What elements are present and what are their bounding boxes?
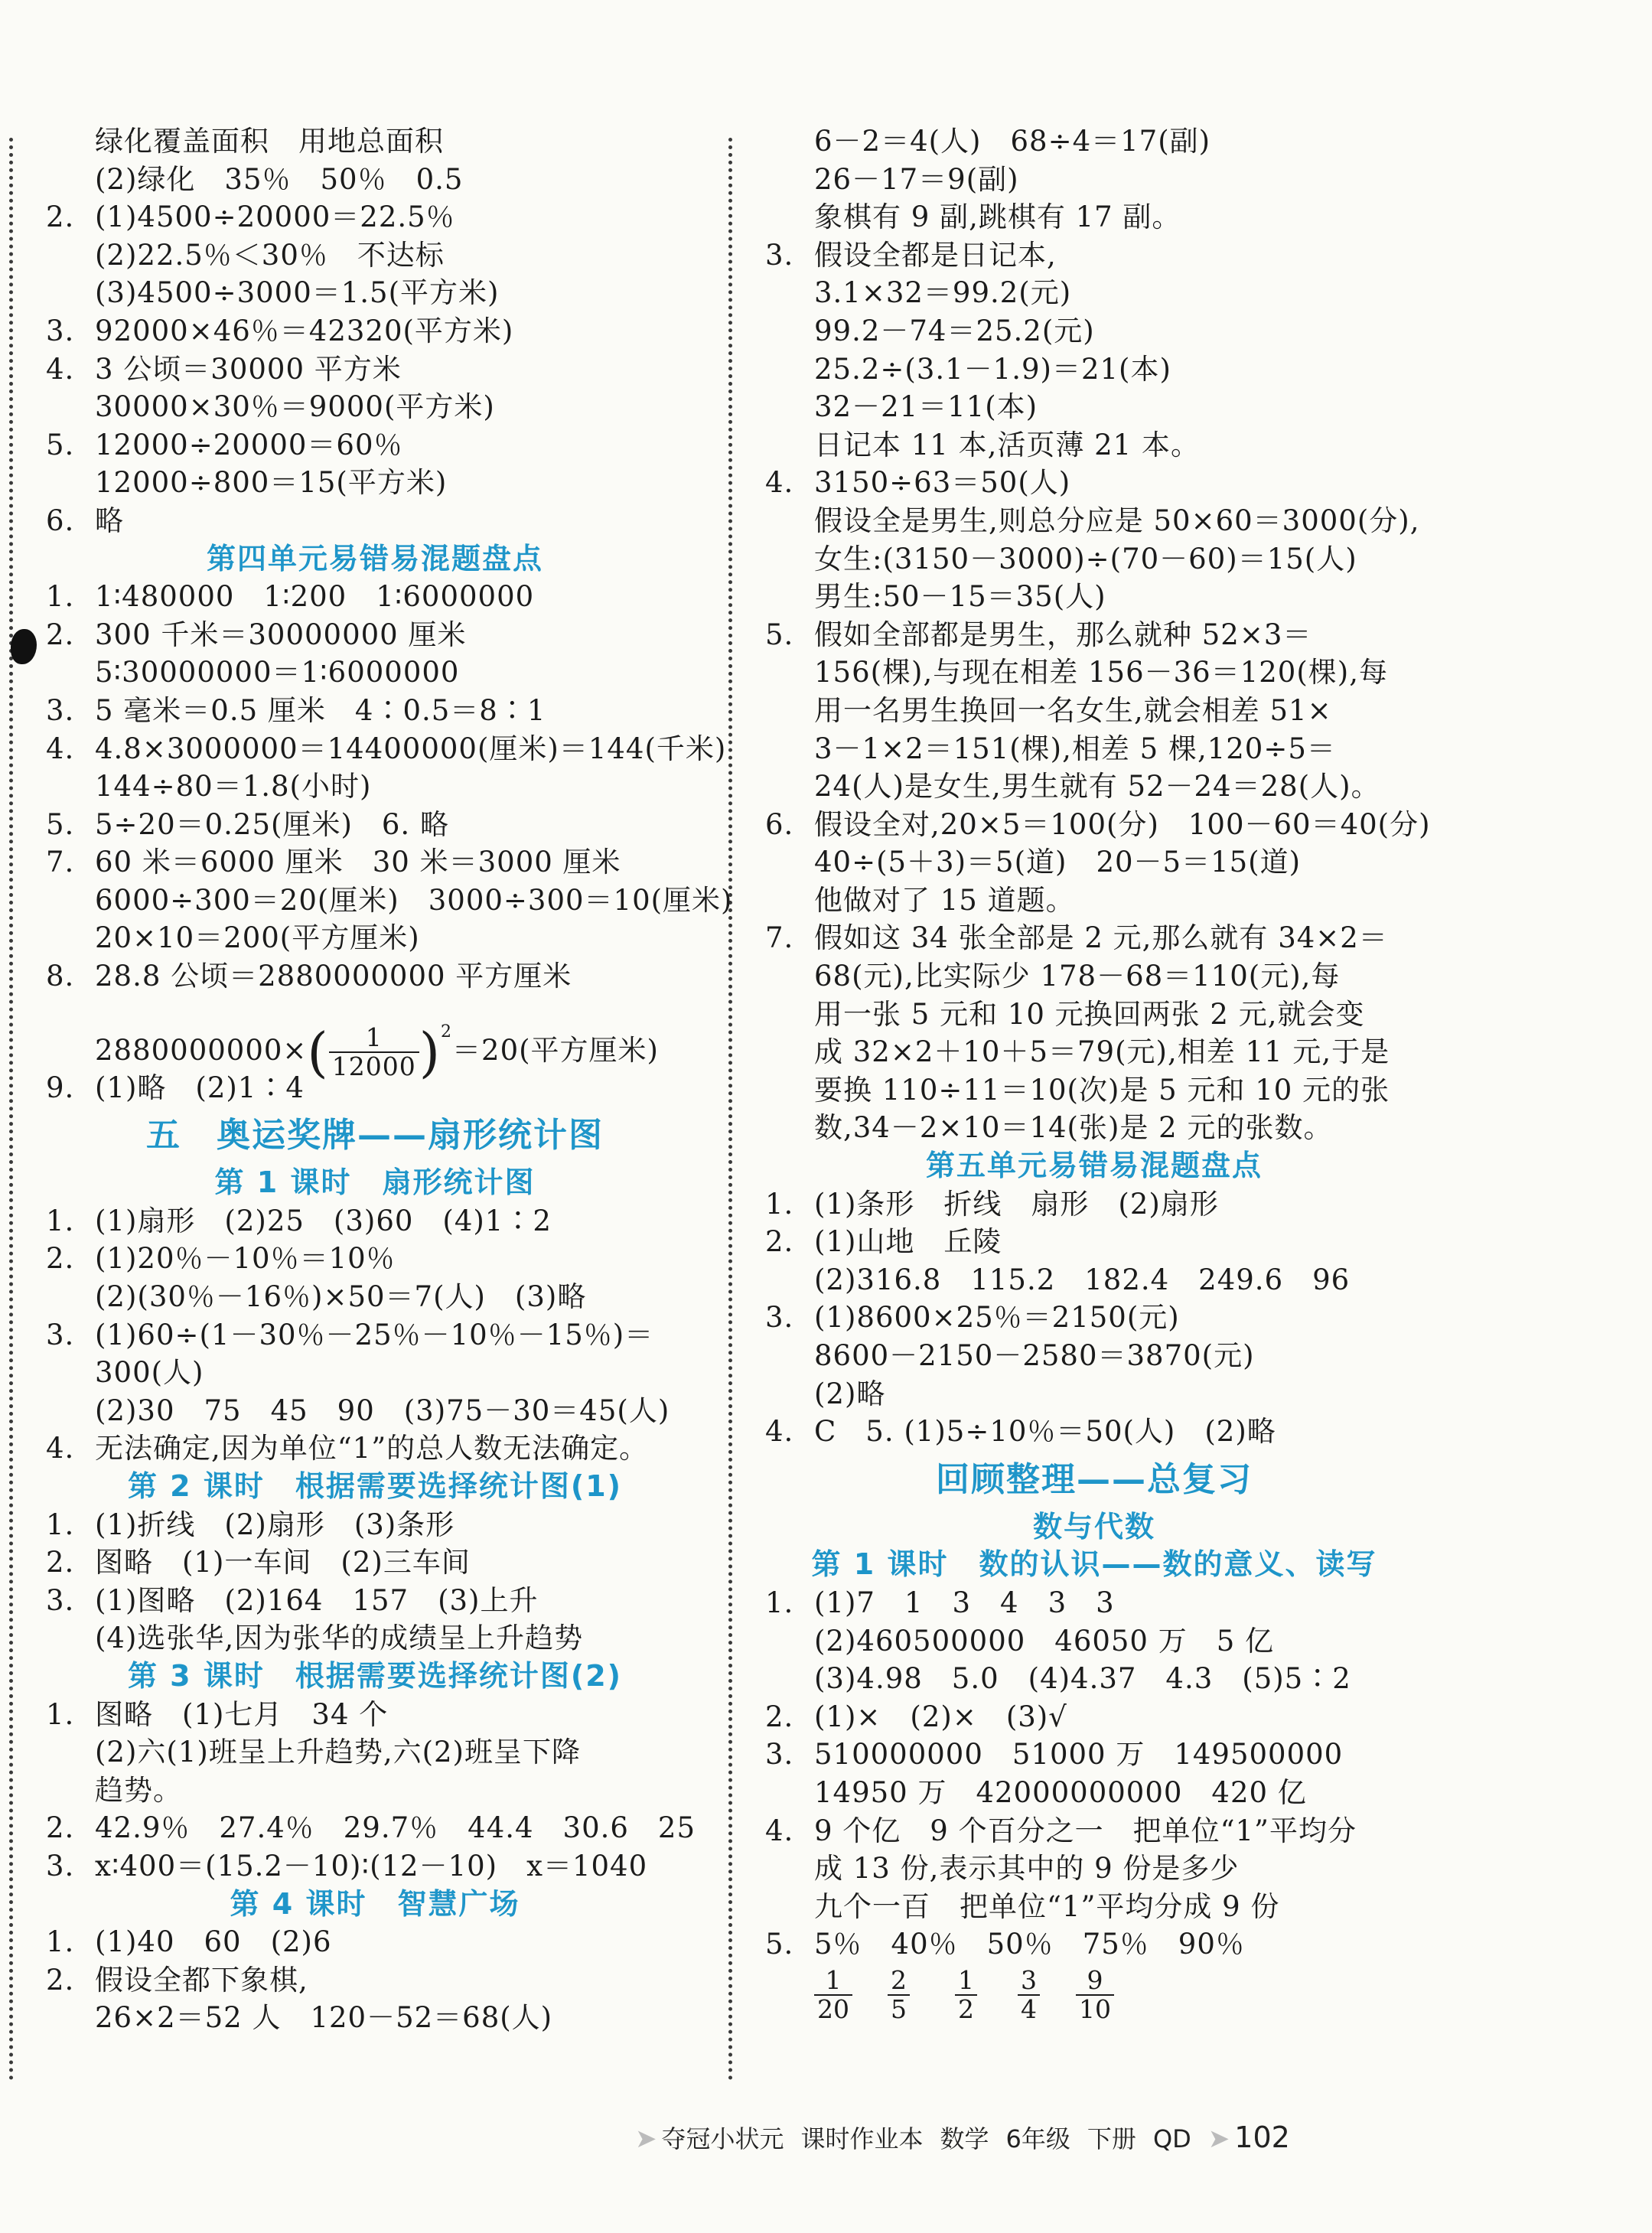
answer-text: 300 千米＝30000000 厘米 (95, 618, 467, 651)
answer-line: 32－21＝11(本) (814, 390, 1038, 424)
answer-line (46, 806, 704, 844)
answer-text: (1)折线 (2)扇形 (3)条形 (95, 1508, 455, 1541)
item-number: 4. (46, 1432, 75, 1465)
answer-line (765, 1299, 1423, 1337)
answer-text: 28.8 公顷＝2880000000 平方厘米 (95, 960, 572, 993)
item-number: 2. (46, 200, 75, 234)
chevron-right-icon: ➤ (635, 2124, 657, 2154)
item-number: 3. (765, 1301, 794, 1335)
answer-line: 40÷(5＋3)＝5(道) 20－5＝15(道) (814, 846, 1302, 879)
numerator: 1 (329, 1024, 419, 1053)
answer-text: 2880000000× (95, 1033, 308, 1067)
item-number: 5. (46, 807, 75, 841)
fraction (1076, 1964, 1114, 2025)
item-number: 2. (46, 1811, 75, 1845)
answer-line: 要换 110÷11＝10(次)是 5 元和 10 元的张 (814, 1073, 1390, 1107)
paren-open: ( (307, 1021, 329, 1084)
answer-line (46, 1069, 704, 1107)
answer-line (46, 1316, 704, 1354)
answer-text: (1)60÷(1－30％－25％－10％－15％)＝ (95, 1318, 654, 1351)
answer-line: (2)22.5％＜30％ 不达标 (95, 238, 445, 272)
lesson-heading: 第 4 课时 智慧广场 (230, 1886, 520, 1921)
answer-line: 24(人)是女生,男生就有 52－24＝28(人)。 (814, 770, 1380, 804)
answer-text: 略 (95, 504, 124, 537)
footer-subject: 数学 (940, 2124, 989, 2153)
answer-line: 156(棵),与现在相差 156－36＝120(棵),每 (814, 656, 1388, 689)
answer-text: (1)8600×25％＝2150(元) (814, 1301, 1180, 1335)
item-number: 1. (46, 580, 75, 614)
item-number: 3. (765, 1738, 794, 1772)
answer-line (46, 616, 704, 654)
answer-line: (2)30 75 45 90 (3)75－30＝45(人) (95, 1394, 670, 1427)
item-number: 4. (46, 352, 75, 386)
answer-line: 趋势。 (95, 1773, 182, 1807)
answer-text: 3 公顷＝30000 平方米 (95, 352, 402, 386)
answer-text: (1)× (2)× (3)√ (814, 1700, 1067, 1733)
item-number: 2. (46, 1242, 75, 1276)
chevron-right-icon: ➤ (1207, 2124, 1230, 2154)
answer-text: ＝20(平方厘米) (452, 1033, 659, 1067)
answer-line (46, 578, 704, 616)
answer-line: 6000÷300＝20(厘米) 3000÷300＝10(厘米) (95, 883, 733, 917)
answer-line (46, 843, 704, 882)
answer-line-fraction (46, 996, 704, 1084)
answer-line: 26－17＝9(副) (814, 162, 1019, 196)
answer-line: 女生:(3150－3000)÷(70－60)＝15(人) (814, 542, 1357, 575)
answer-line: 九个一百 把单位“1”平均分成 9 份 (814, 1889, 1280, 1923)
answer-text: 1∶480000 1∶200 1∶6000000 (95, 580, 535, 614)
numerator: 9 (1076, 1967, 1114, 1996)
answer-text: 5％ 40％ 50％ 75％ 90％ (814, 1928, 1245, 1961)
answer-line (46, 1923, 704, 1961)
answer-text: C 5. (1)5÷10％＝50(人) (2)略 (814, 1415, 1276, 1449)
answer-text: 假设全都是日记本, (814, 238, 1057, 272)
footer-volume: 下册 (1087, 2124, 1136, 2153)
answer-line: 成 32×2＋10＋5＝79(元),相差 11 元,于是 (814, 1035, 1390, 1069)
item-number: 5. (765, 618, 794, 651)
answer-line: (2)460500000 46050 万 5 亿 (814, 1624, 1275, 1658)
answer-line (46, 198, 704, 236)
denominator: 10 (1079, 1994, 1111, 2025)
answer-line (46, 350, 704, 389)
lesson-heading: 第 1 课时 数的认识——数的意义、读写 (811, 1547, 1377, 1582)
answer-text: 假如这 34 张全部是 2 元,那么就有 34×2＝ (814, 921, 1388, 955)
answer-text: (1)4500÷20000＝22.5％ (95, 200, 455, 234)
fraction-row (765, 1964, 1423, 2039)
item-number: 4. (765, 466, 794, 500)
item-number: 6. (46, 504, 75, 537)
answer-line: 成 13 份,表示其中的 9 份是多少 (814, 1852, 1240, 1886)
answer-line: 6－2＝4(人) 68÷4＝17(副) (814, 125, 1211, 158)
answer-line: (4)选张华,因为张华的成绩呈上升趋势 (95, 1622, 584, 1655)
answer-line (765, 1812, 1423, 1850)
answer-text: (1)图略 (2)164 157 (3)上升 (95, 1583, 539, 1617)
item-number: 8. (46, 960, 75, 993)
denominator: 5 (891, 1994, 907, 2025)
answer-line (46, 312, 704, 350)
answer-line (46, 730, 727, 768)
lesson-heading: 第 2 课时 根据需要选择统计图(1) (127, 1469, 623, 1503)
answer-text: 60 米＝6000 厘米 30 米＝3000 厘米 (95, 846, 621, 879)
answer-line (46, 692, 704, 730)
footer-brand: 夺冠小状元 (661, 2124, 784, 2153)
answer-line (46, 957, 704, 996)
answer-line: 男生:50－15＝35(人) (814, 580, 1106, 614)
answer-line: 他做对了 15 道题。 (814, 883, 1075, 917)
item-number: 3. (765, 238, 794, 272)
answer-line: 8600－2150－2580＝3870(元) (814, 1339, 1255, 1372)
left-margin-dotted-line (9, 138, 13, 2081)
item-number: 1. (46, 1204, 75, 1237)
item-number: 1. (46, 1697, 75, 1731)
fraction (888, 1964, 910, 2025)
topic-heading: 数与代数 (1032, 1509, 1155, 1544)
answer-text: (1)山地 丘陵 (814, 1225, 1002, 1259)
section-heading: 第五单元易错易混题盘点 (925, 1149, 1263, 1183)
answer-text: (1)略 (2)1∶4 (95, 1071, 305, 1104)
answer-line (765, 236, 1423, 275)
answer-line (46, 1429, 704, 1468)
item-number: 1. (765, 1586, 794, 1619)
footer-grade: 6年级 (1005, 2124, 1070, 2153)
item-number: 3. (46, 314, 75, 347)
answer-text: 假设全都下象棋, (95, 1963, 308, 1997)
paren-close: ) (419, 1021, 442, 1084)
answer-text: (1)20％－10％＝10％ (95, 1242, 396, 1276)
answer-line (765, 616, 1423, 654)
item-number: 3. (46, 1849, 75, 1883)
answer-line (46, 1696, 704, 1734)
item-number: 1. (46, 1925, 75, 1959)
left-column (46, 122, 733, 2037)
item-number: 1. (46, 1508, 75, 1541)
answer-line (765, 1584, 1423, 1622)
answer-text: 3150÷63＝50(人) (814, 466, 1071, 500)
answer-line: 25.2÷(3.1－1.9)＝21(本) (814, 352, 1171, 386)
unit-heading: 五 奥运奖牌——扇形统计图 (146, 1116, 604, 1156)
answer-line (765, 1698, 1423, 1736)
answer-line (765, 1736, 1423, 1774)
answer-text: 5÷20＝0.25(厘米) 6. 略 (95, 807, 449, 841)
answer-line: (3)4500÷3000＝1.5(平方米) (95, 276, 500, 310)
item-number: 5. (765, 1928, 794, 1961)
answer-text: (1)扇形 (2)25 (3)60 (4)1∶2 (95, 1204, 552, 1237)
answer-line: 144÷80＝1.8(小时) (95, 770, 372, 804)
denominator: 12000 (331, 1051, 416, 1082)
item-number: 2. (765, 1225, 794, 1259)
numerator: 1 (814, 1967, 852, 1996)
answer-text: 图略 (1)一车间 (2)三车间 (95, 1546, 471, 1579)
item-number: 1. (765, 1187, 794, 1221)
ink-blot (11, 629, 37, 664)
answer-line (765, 1185, 1423, 1224)
item-number: 2. (46, 618, 75, 651)
answer-text: x∶400＝(15.2－10)∶(12－10) x＝1040 (95, 1849, 648, 1883)
answer-line: 26×2＝52 人 120－52＝68(人) (95, 2001, 553, 2035)
answer-line: 3－1×2＝151(棵),相差 5 棵,120÷5＝ (814, 732, 1336, 765)
answer-line: 3.1×32＝99.2(元) (814, 276, 1072, 310)
answer-line (46, 1809, 704, 1847)
denominator: 4 (1021, 1994, 1037, 2025)
answer-line (46, 1961, 704, 2000)
answer-line (765, 1413, 1423, 1451)
section-heading: 第四单元易错易混题盘点 (206, 541, 543, 575)
footer-book: 课时作业本 (800, 2124, 924, 2153)
lesson-heading: 第 3 课时 根据需要选择统计图(2) (127, 1658, 623, 1693)
item-number: 2. (46, 1963, 75, 1997)
answer-line (46, 1544, 704, 1582)
answer-line: 用一张 5 元和 10 元换回两张 2 元,就会变 (814, 997, 1365, 1031)
right-column (765, 122, 1431, 2039)
answer-line: 14950 万 42000000000 420 亿 (814, 1775, 1307, 1809)
answer-line: 数,34－2×10＝14(张)是 2 元的张数。 (814, 1111, 1333, 1145)
answer-line: (2)略 (814, 1377, 886, 1410)
answer-line: 30000×30％＝9000(平方米) (95, 390, 495, 424)
answer-line (765, 1223, 1423, 1261)
item-number: 2. (46, 1546, 75, 1579)
answer-line: 20×10＝200(平方厘米) (95, 921, 420, 955)
answer-text: 12000÷20000＝60％ (95, 428, 403, 461)
answer-line: (2)六(1)班呈上升趋势,六(2)班呈下降 (95, 1736, 581, 1769)
answer-text: 无法确定,因为单位“1”的总人数无法确定。 (95, 1432, 649, 1465)
denominator: 20 (817, 1994, 849, 2025)
answer-line (765, 919, 1423, 957)
review-heading: 回顾整理——总复习 (936, 1459, 1253, 1499)
fraction (814, 1964, 852, 2025)
answer-text: 510000000 51000 万 149500000 (814, 1738, 1344, 1772)
item-number: 3. (46, 693, 75, 727)
answer-line: 象棋有 9 副,跳棋有 17 副。 (814, 200, 1181, 234)
answer-line: (2)(30％－16％)×50＝7(人) (3)略 (95, 1280, 587, 1314)
item-number: 5. (46, 428, 75, 461)
answer-line: (2)316.8 115.2 182.4 249.6 96 (814, 1263, 1351, 1296)
answer-text: 图略 (1)七月 34 个 (95, 1697, 389, 1731)
answer-line: (2)绿化 35％ 50％ 0.5 (95, 162, 464, 196)
answer-line: 日记本 11 本,活页薄 21 本。 (814, 428, 1200, 461)
answer-line (46, 1582, 704, 1620)
numerator: 1 (955, 1967, 977, 1996)
answer-text: 假设全对,20×5＝100(分) 100－60＝40(分) (814, 807, 1431, 841)
answer-line (46, 426, 704, 465)
item-number: 4. (765, 1415, 794, 1449)
answer-text: (1)40 60 (2)6 (95, 1925, 332, 1959)
lesson-heading: 第 1 课时 扇形统计图 (214, 1165, 536, 1200)
column-divider-dotted-line (728, 138, 732, 2081)
answer-line: 12000÷800＝15(平方米) (95, 466, 448, 500)
fraction (1018, 1964, 1040, 2025)
answer-text: 9 个亿 9 个百分之一 把单位“1”平均分 (814, 1814, 1357, 1847)
answer-text: 假如全部都是男生，那么就种 52×3＝ (814, 618, 1312, 651)
answer-text: 42.9％ 27.4％ 29.7％ 44.4 30.6 25 (95, 1811, 696, 1845)
item-number: 9. (46, 1071, 75, 1104)
item-number: 4. (765, 1814, 794, 1847)
answer-line: 300(人) (95, 1356, 204, 1390)
answer-text: (1)7 1 3 4 3 3 (814, 1586, 1115, 1619)
footer-edition: QD (1152, 2124, 1191, 2153)
answer-line: (3)4.98 5.0 (4)4.37 4.3 (5)5∶2 (814, 1662, 1351, 1696)
denominator: 2 (958, 1994, 974, 2025)
answer-line: 用一名男生换回一名女生,就会相差 51× (814, 693, 1332, 727)
item-number: 7. (46, 846, 75, 879)
answer-line: 假设全是男生,则总分应是 50×60＝3000(分), (814, 504, 1420, 537)
item-number: 6. (765, 807, 794, 841)
answer-text: 92000×46％＝42320(平方米) (95, 314, 514, 347)
answer-line (46, 1240, 704, 1278)
answer-text: (1)条形 折线 扇形 (2)扇形 (814, 1187, 1219, 1221)
answer-line (46, 1847, 704, 1886)
answer-line (46, 502, 704, 540)
answer-line (765, 1925, 1423, 1964)
answer-line: 68(元),比实际少 178－68＝110(元),每 (814, 960, 1341, 993)
item-number: 3. (46, 1318, 75, 1351)
answer-text: 4.8×3000000＝14400000(厘米)＝144(千米) (95, 732, 727, 765)
item-number: 4. (46, 732, 75, 765)
answer-line (765, 464, 1423, 502)
item-number: 3. (46, 1583, 75, 1617)
item-number: 7. (765, 921, 794, 955)
answer-line: 99.2－74＝25.2(元) (814, 314, 1095, 347)
answer-line: 绿化覆盖面积 用地总面积 (95, 125, 444, 158)
answer-line (46, 1506, 704, 1544)
numerator: 3 (1018, 1967, 1040, 1996)
answer-line (765, 806, 1431, 844)
answer-text: 5 毫米＝0.5 厘米 4∶0.5＝8∶1 (95, 693, 546, 727)
numerator: 2 (888, 1967, 910, 1996)
answer-line (46, 1202, 704, 1240)
fraction (955, 1964, 977, 2025)
item-number: 2. (765, 1700, 794, 1733)
page-number: 102 (1234, 2121, 1290, 2154)
answer-line: 5∶30000000＝1∶6000000 (95, 656, 460, 689)
page-footer (635, 2120, 1307, 2155)
exponent: 2 (441, 1022, 453, 1042)
